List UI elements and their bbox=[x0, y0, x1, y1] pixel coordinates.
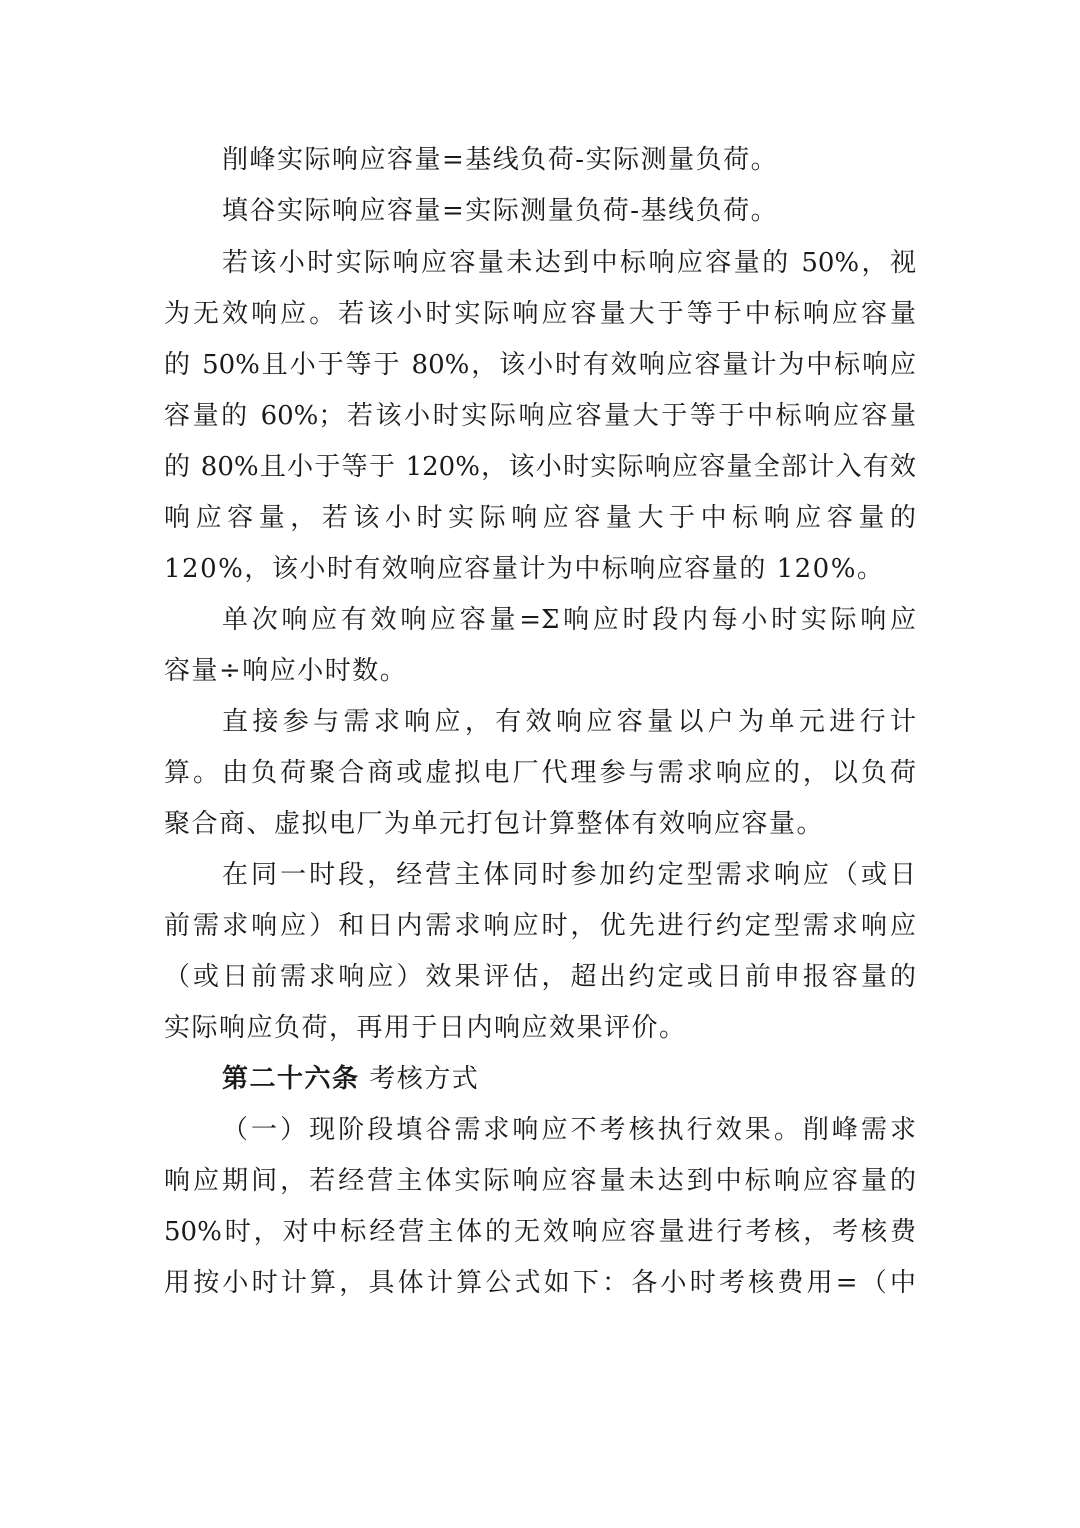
paragraph-line: 若该小时实际响应容量未达到中标响应容量的 50%，视 bbox=[222, 248, 916, 278]
paragraph-line: 填谷实际响应容量=实际测量负荷-基线负荷。 bbox=[222, 196, 779, 226]
paragraph-line: 削峰实际响应容量=基线负荷-实际测量负荷。 bbox=[222, 145, 779, 175]
paragraph-line: 响应容量，若该小时实际响应容量大于中标响应容量的 bbox=[164, 503, 916, 533]
article-title: 考核方式 bbox=[369, 1064, 480, 1094]
paragraph-line: 前需求响应）和日内需求响应时，优先进行约定型需求响应 bbox=[164, 911, 916, 941]
paragraph-line: 响应期间，若经营主体实际响应容量未达到中标响应容量的 bbox=[164, 1166, 916, 1196]
paragraph-line: 容量的 60%；若该小时实际响应容量大于等于中标响应容量 bbox=[164, 401, 916, 431]
paragraph-line: 的 50%且小于等于 80%，该小时有效响应容量计为中标响应 bbox=[164, 350, 916, 380]
paragraph-line: 在同一时段，经营主体同时参加约定型需求响应（或日 bbox=[222, 860, 916, 890]
paragraph-line: （或日前需求响应）效果评估，超出约定或日前申报容量的 bbox=[164, 962, 916, 992]
paragraph-line: 算。由负荷聚合商或虚拟电厂代理参与需求响应的，以负荷 bbox=[164, 758, 916, 788]
paragraph-line: 120%，该小时有效响应容量计为中标响应容量的 120%。 bbox=[164, 554, 885, 584]
paragraph-line: 用按小时计算，具体计算公式如下：各小时考核费用=（中 bbox=[164, 1268, 916, 1298]
paragraph-line: 单次响应有效响应容量=Σ响应时段内每小时实际响应 bbox=[222, 605, 916, 635]
paragraph-line: 为无效响应。若该小时实际响应容量大于等于中标响应容量 bbox=[164, 299, 916, 329]
article-heading bbox=[222, 1054, 916, 1104]
paragraph-line: 直接参与需求响应，有效响应容量以户为单元进行计 bbox=[222, 707, 916, 737]
paragraph-line: 50%时，对中标经营主体的无效响应容量进行考核，考核费 bbox=[164, 1217, 916, 1247]
paragraph-line: 实际响应负荷，再用于日内响应效果评价。 bbox=[164, 1013, 687, 1043]
paragraph-line: 聚合商、虚拟电厂为单元打包计算整体有效响应容量。 bbox=[164, 809, 825, 839]
paragraph-line: 容量÷响应小时数。 bbox=[164, 656, 408, 686]
article-number: 第二十六条 bbox=[222, 1064, 360, 1094]
paragraph-line: （一）现阶段填谷需求响应不考核执行效果。削峰需求 bbox=[222, 1115, 916, 1145]
paragraph-line: 的 80%且小于等于 120%，该小时实际响应容量全部计入有效 bbox=[164, 452, 916, 482]
